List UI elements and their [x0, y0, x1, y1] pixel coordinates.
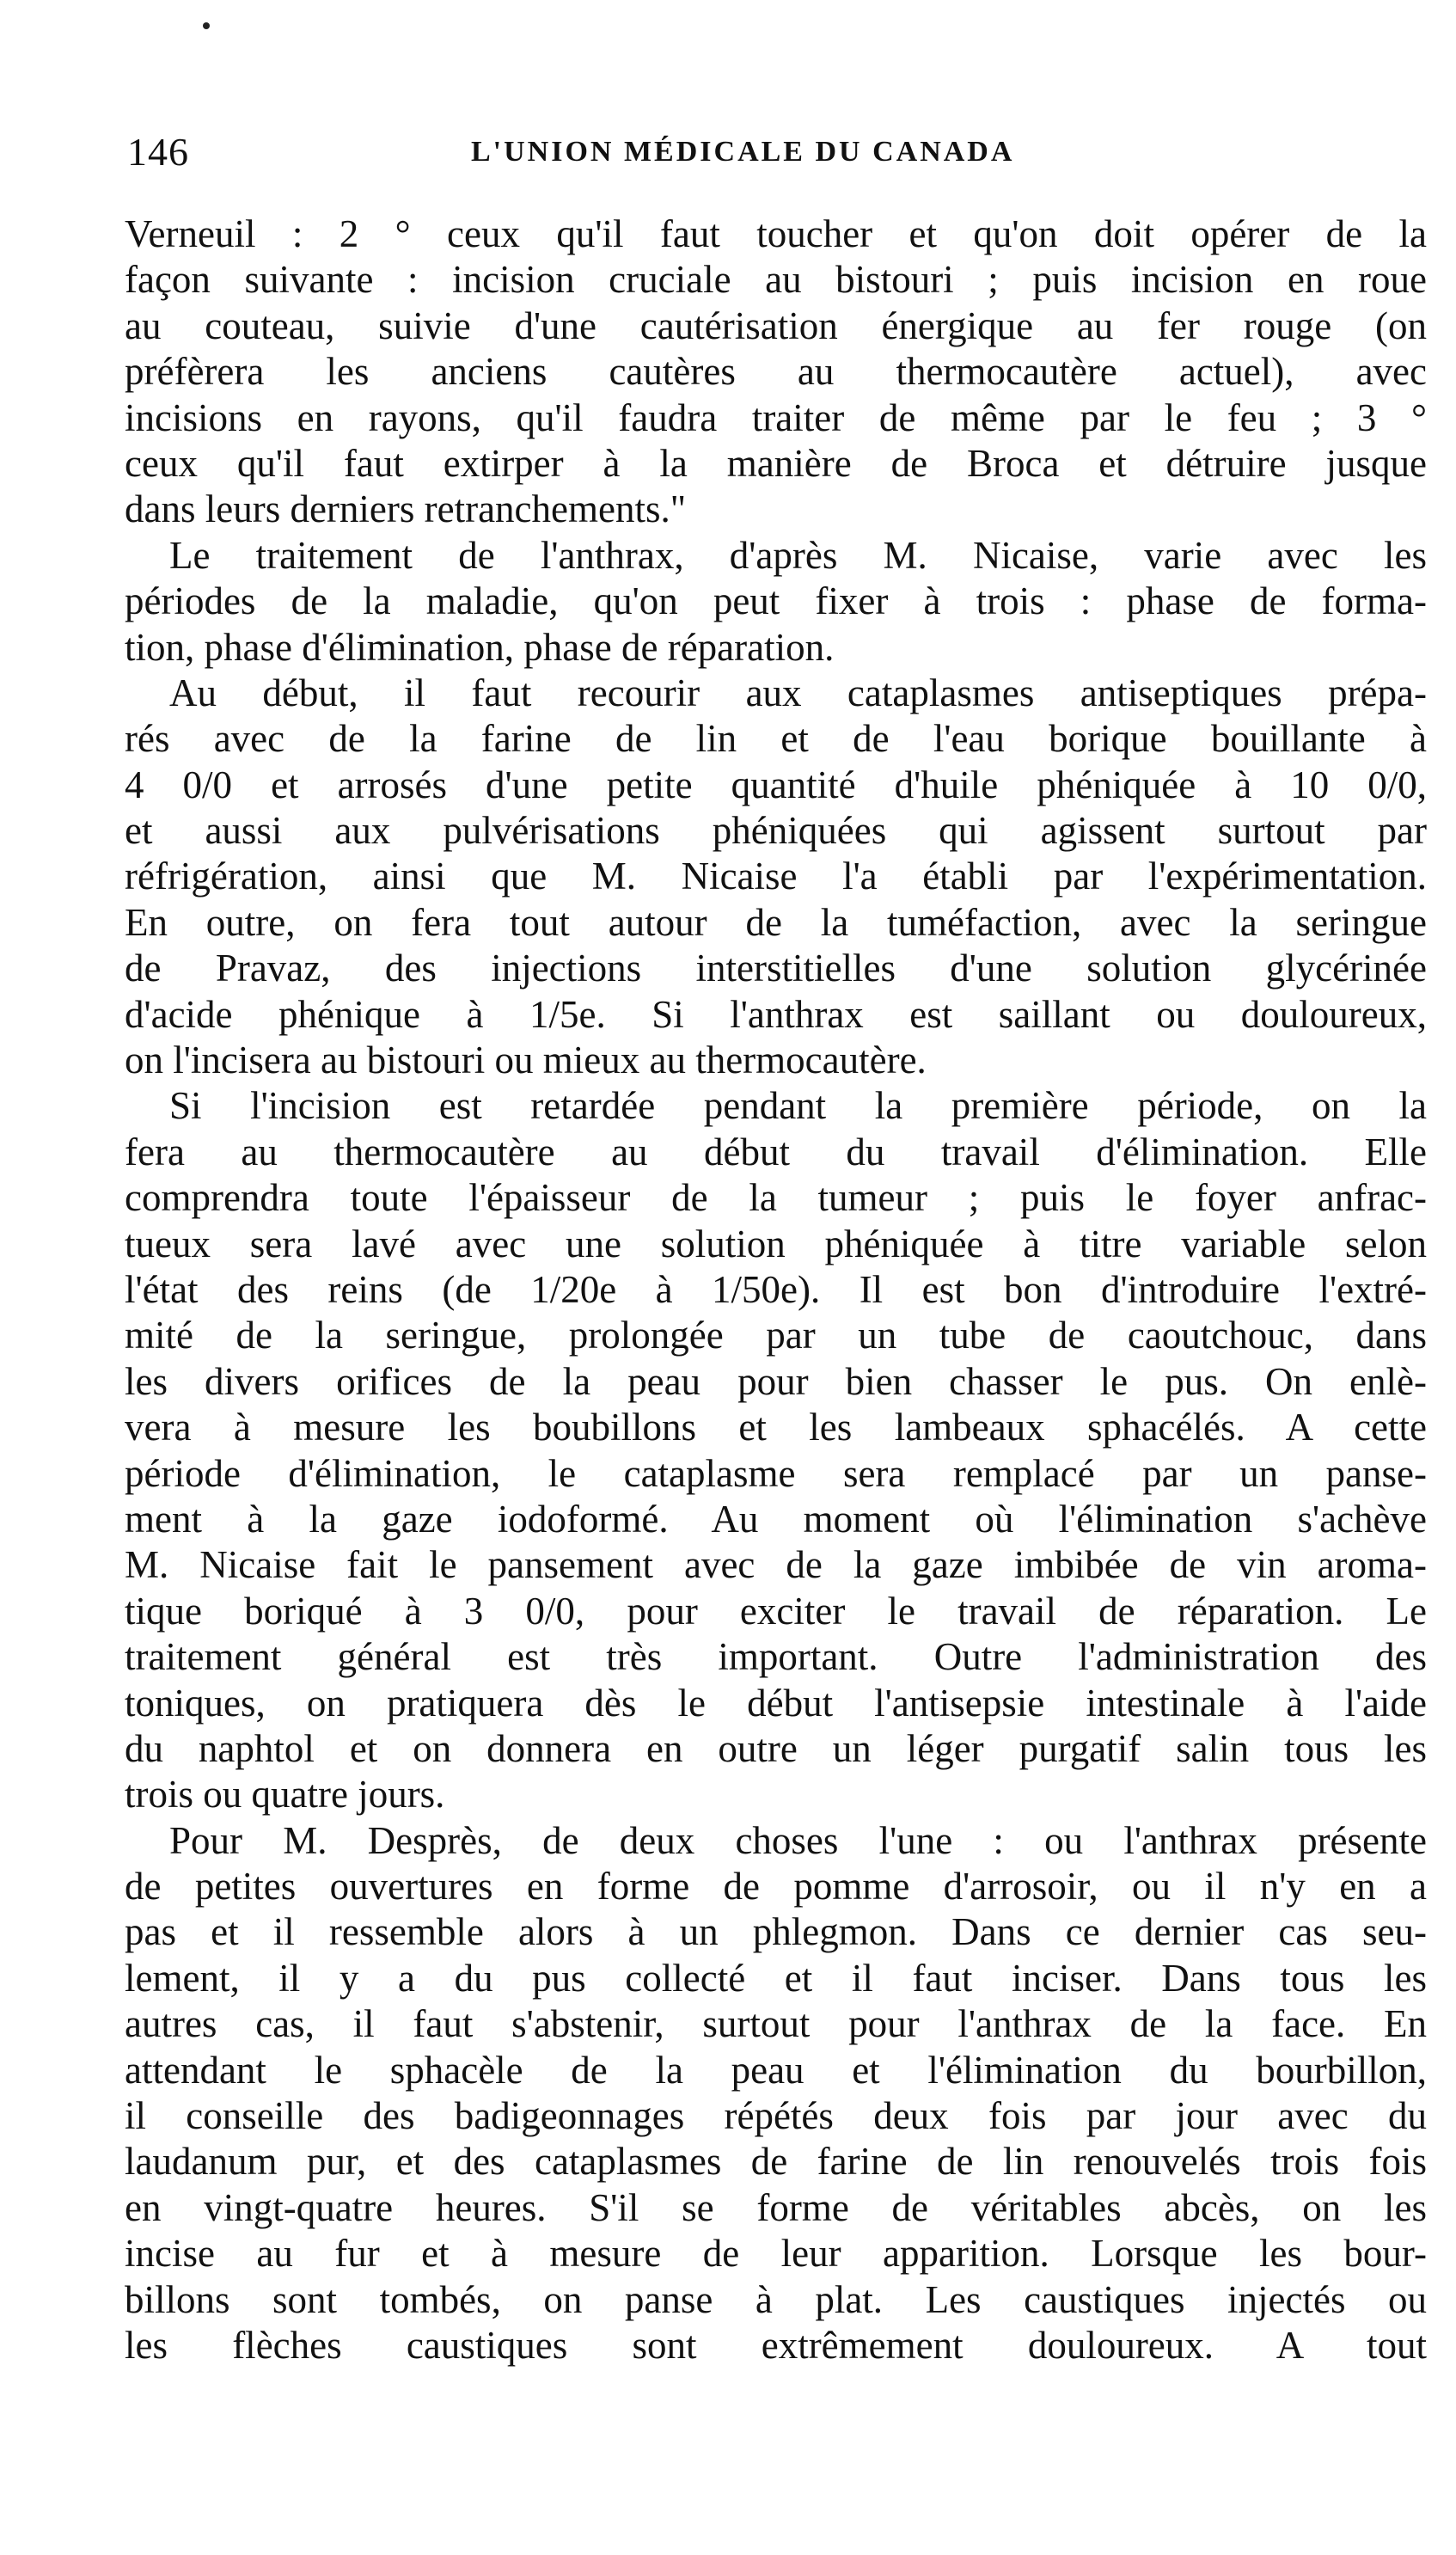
text-line: dans leurs derniers retranchements." [125, 487, 687, 531]
text-line: tion, phase d'élimination, phase de réparation. [125, 625, 835, 669]
body-text [125, 211, 1427, 2368]
text-line: tique boriqué à 3 0/0, pour exciter le travail de réparation. Le [125, 1589, 1427, 1633]
text-line: toniques, on pratiquera dès le début l'antisepsie intestinale à l'aide [125, 1681, 1427, 1725]
text-line: billons sont tombés, on panse à plat. Les caustiques injectés ou [125, 2277, 1427, 2321]
running-title: L'UNION MÉDICALE DU CANADA [471, 136, 1015, 168]
text-line: laudanum pur, et des cataplasmes de farine de lin renouvelés trois fois [125, 2140, 1427, 2184]
page-header [127, 129, 1434, 181]
text-line: ment à la gaze iodoformé. Au moment où l'élimination s'achève [125, 1497, 1427, 1541]
text-line: M. Nicaise fait le pansement avec de la gaze imbibée de vin aroma- [125, 1543, 1427, 1587]
text-line: de petites ouvertures en forme de pomme d'arrosoir, ou il n'y en a [125, 1865, 1427, 1909]
text-line: en vingt-quatre heures. S'il se forme de véritables abcès, on les [125, 2185, 1427, 2229]
text-line: autres cas, il faut s'abstenir, surtout pour l'anthrax de la face. En [125, 2002, 1427, 2046]
text-line: incise au fur et à mesure de leur apparition. Lorsque les bour- [125, 2232, 1427, 2276]
text-line: Le traitement de l'anthrax, d'après M. Nicaise, varie avec les [169, 533, 1427, 577]
text-line: fera au thermocautère au début du travail d'élimination. Elle [125, 1130, 1427, 1173]
text-line: Au début, il faut recourir aux cataplasmes antiseptiques prépa- [169, 671, 1427, 714]
text-line: réfrigération, ainsi que M. Nicaise l'a établi par l'expérimentation. [125, 855, 1427, 898]
text-line: il conseille des badigeonnages répétés deux fois par jour avec du [125, 2094, 1427, 2138]
text-line: mité de la seringue, prolongée par un tube de caoutchouc, dans [125, 1314, 1427, 1357]
text-line: traitement général est très important. Outre l'administration des [125, 1635, 1427, 1679]
text-line: trois ou quatre jours. [125, 1773, 445, 1817]
text-line: du naphtol et on donnera en outre un léger purgatif salin tous les [125, 1726, 1427, 1770]
text-line: les divers orifices de la peau pour bien chasser le pus. On enlè- [125, 1359, 1427, 1403]
text-line: Pour M. Desprès, de deux choses l'une : ou l'anthrax présente [169, 1818, 1427, 1862]
ink-speck [203, 22, 210, 29]
text-line: Verneuil : 2 ° ceux qu'il faut toucher et qu'on doit opérer de la [125, 212, 1427, 255]
text-line: périodes de la maladie, qu'on peut fixer à trois : phase de forma- [125, 579, 1427, 623]
text-line: lement, il y a du pus collecté et il faut inciser. Dans tous les [125, 1956, 1427, 2000]
text-line: comprendra toute l'épaisseur de la tumeur ; puis le foyer anfrac- [125, 1176, 1427, 1220]
text-line: attendant le sphacèle de la peau et l'élimination du bourbillon, [125, 2048, 1427, 2092]
text-line: 4 0/0 et arrosés d'une petite quantité d'huile phéniquée à 10 0/0, [125, 763, 1427, 806]
text-line: de Pravaz, des injections interstitielles d'une solution glycérinée [125, 947, 1427, 990]
text-line: au couteau, suivie d'une cautérisation énergique au fer rouge (on [125, 303, 1427, 347]
text-line: les flèches caustiques sont extrêmement douloureux. A tout [125, 2323, 1427, 2367]
text-line: d'acide phénique à 1/5e. Si l'anthrax est saillant ou douloureux, [125, 992, 1427, 1036]
text-line: incisions en rayons, qu'il faudra traiter de même par le feu ; 3 ° [125, 395, 1427, 439]
text-line: on l'incisera au bistouri ou mieux au thermocautère. [125, 1039, 927, 1082]
text-line: l'état des reins (de 1/20e à 1/50e). Il est bon d'introduire l'extré- [125, 1267, 1427, 1311]
text-line: En outre, on fera tout autour de la tuméfaction, avec la seringue [125, 900, 1427, 944]
text-line: période d'élimination, le cataplasme sera remplacé par un panse- [125, 1451, 1427, 1495]
text-line: façon suivante : incision cruciale au bistouri ; puis incision en roue [125, 258, 1427, 302]
text-line: pas et il ressemble alors à un phlegmon. Dans ce dernier cas seu- [125, 1910, 1427, 1954]
text-line: Si l'incision est retardée pendant la première période, on la [169, 1084, 1427, 1128]
text-line: rés avec de la farine de lin et de l'eau borique bouillante à [125, 717, 1427, 761]
text-line: vera à mesure les boubillons et les lambeaux sphacélés. A cette [125, 1406, 1427, 1449]
text-line: et aussi aux pulvérisations phéniquées qui agissent surtout par [125, 809, 1427, 853]
text-line: ceux qu'il faut extirper à la manière de Broca et détruire jusque [125, 441, 1427, 485]
page-number: 146 [127, 130, 189, 174]
text-line: tueux sera lavé avec une solution phéniquée à titre variable selon [125, 1222, 1427, 1265]
text-line: préfèrera les anciens cautères au thermocautère actuel), avec [125, 350, 1427, 394]
